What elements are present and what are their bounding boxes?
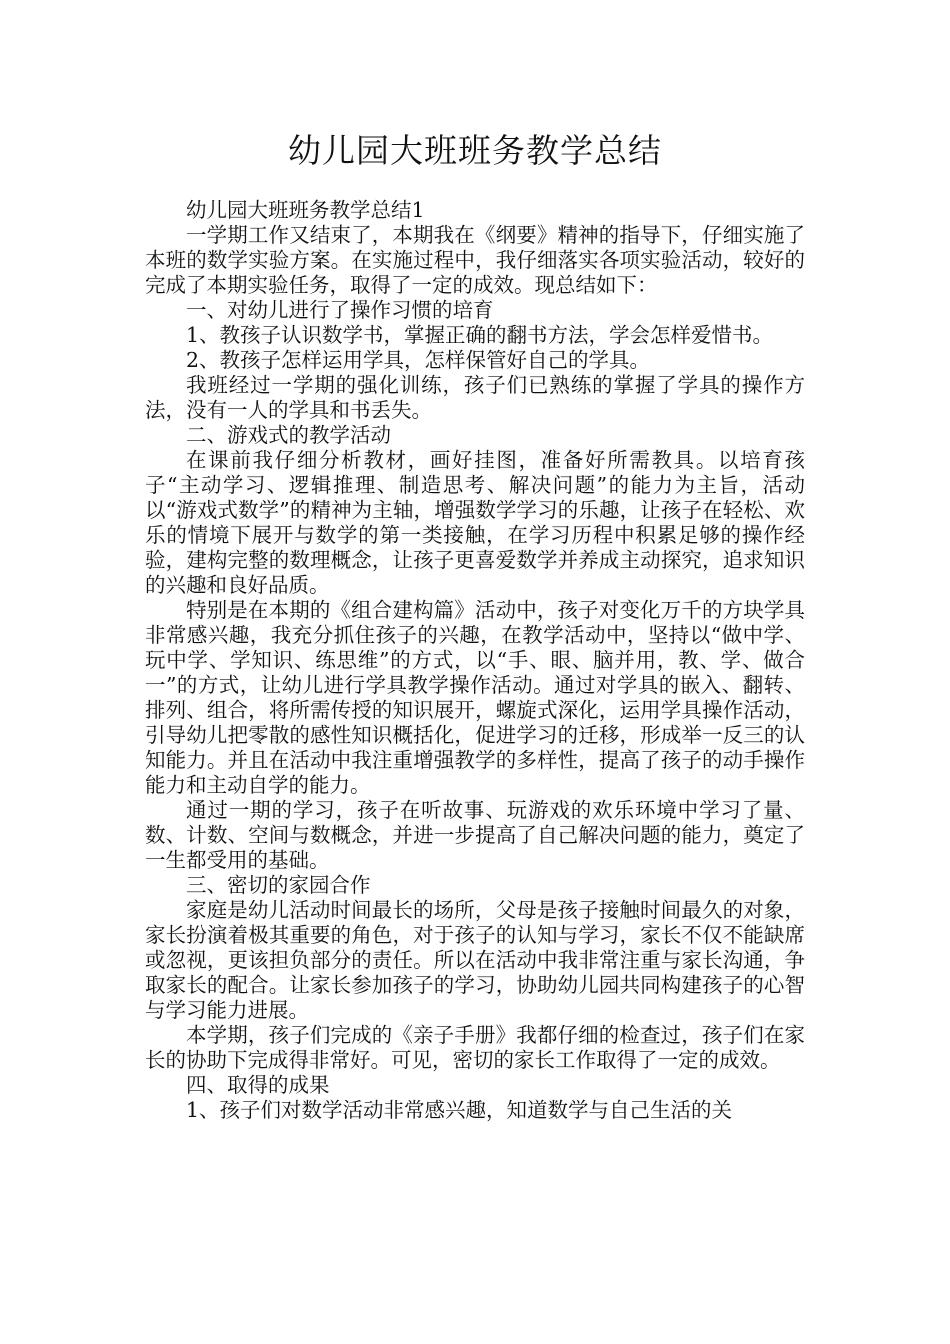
paragraph-lesson-prep: 在课前我仔细分析教材，画好挂图，准备好所需教具。以培育孩子“主动学习、逻辑推理、制造思考、解决问题”的能力为主旨，活动以“游戏式数学”的精神为主轴，增强数学学习的乐趣，让孩子在轻松、欢乐的情境下展开与数学的第一类接触，在学习历程中积累足够的操作经验，建构完整的数理概念，让孩子更喜爱数学并养成主动探究，追求知识的兴趣和良好品质。 — [145, 448, 805, 597]
paragraph-training: 我班经过一学期的强化训练，孩子们已熟练的掌握了学具的操作方法，没有一人的学具和书丢失。 — [145, 373, 805, 422]
document-title: 幼儿园大班班务教学总结 — [288, 131, 662, 170]
paragraph-handbook: 本学期，孩子们完成的《亲子手册》我都仔细的检查过，孩子们在家长的协助下完成得非常好。可见，密切的家长工作取得了一定的成效。 — [145, 1023, 805, 1072]
paragraph-intro: 一学期工作又结束了，本期我在《纲要》精神的指导下，仔细实施了本班的数学实验方案。在实施过程中，我仔细落实各项实验活动，较好的完成了本期实验任务，取得了一定的成效。现总结如下： — [145, 223, 805, 297]
paragraph-item-1: 1、教孩子认识数学书，掌握正确的翻书方法，学会怎样爱惜书。 — [186, 323, 774, 347]
section-heading-3: 三、密切的家园合作 — [186, 873, 371, 897]
paragraph-achievement-1: 1、孩子们对数学活动非常感兴趣，知道数学与自己生活的关 — [186, 1098, 733, 1122]
paragraph-subtitle: 幼儿园大班班务教学总结1 — [186, 198, 425, 222]
paragraph-family: 家庭是幼儿活动时间最长的场所，父母是孩子接触时间最久的对象，家长扮演着极其重要的角色，对于孩子的认知与学习，家长不仅不能缺席或忽视，更该担负部分的责任。所以在活动中我非常注重与家长沟通，争取家长的配合。让家长参加孩子的学习，协助幼儿园共同构建孩子的心智与学习能力进展。 — [145, 898, 805, 1022]
paragraph-combination: 特别是在本期的《组合建构篇》活动中，孩子对变化万千的方块学具非常感兴趣，我充分抓住孩子的兴趣，在教学活动中，坚持以“做中学、玩中学、学知识、练思维”的方式，以“手、眼、脑并用，教、学、做合一”的方式，让幼儿进行学具教学操作活动。通过对学具的嵌入、翻转、排列、组合，将所需传授的知识展开，螺旋式深化，运用学具操作活动，引导幼儿把零散的感性知识概括化，促进学习的迁移，形成举一反三的认知能力。并且在活动中我注重增强教学的多样性，提高了孩子的动手操作能力和主动自学的能力。 — [145, 598, 805, 797]
section-heading-1: 一、对幼儿进行了操作习惯的培育 — [186, 298, 494, 322]
document-body — [145, 198, 805, 1123]
paragraph-results-study: 通过一期的学习，孩子在听故事、玩游戏的欢乐环境中学习了量、数、计数、空间与数概念，并进一步提高了自己解决问题的能力，奠定了一生都受用的基础。 — [145, 798, 805, 872]
paragraph-item-2: 2、教孩子怎样运用学具，怎样保管好自己的学具。 — [186, 348, 651, 372]
section-heading-4: 四、取得的成果 — [186, 1073, 330, 1097]
section-heading-2: 二、游戏式的教学活动 — [186, 423, 391, 447]
